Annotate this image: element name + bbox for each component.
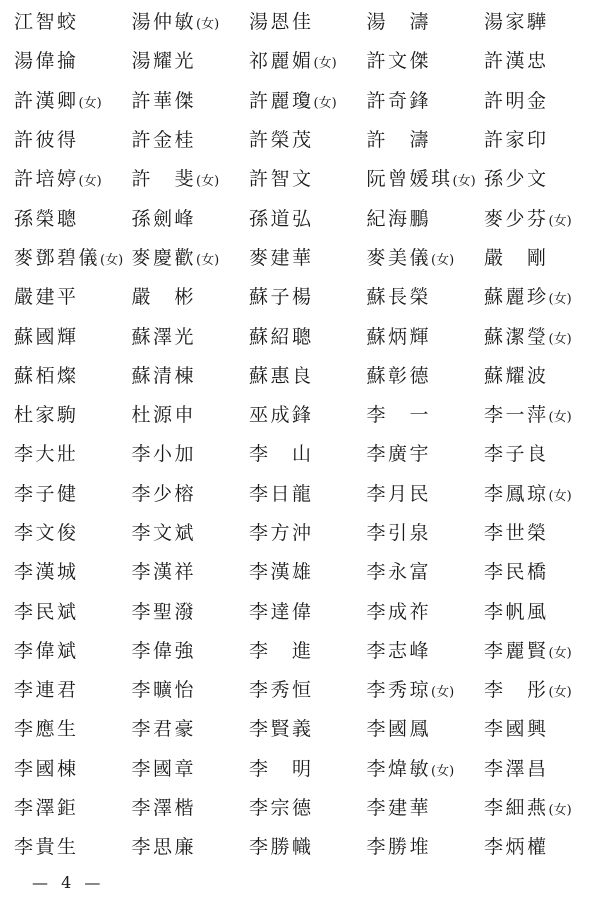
person-name: 李國章 [131, 757, 197, 780]
name-entry [366, 207, 485, 230]
person-name: 蘇紹聰 [249, 325, 314, 348]
name-entry [131, 325, 250, 348]
person-name: 許 濤 [366, 129, 432, 152]
name-entry [367, 170, 485, 189]
female-tag: (女) [548, 331, 572, 347]
name-entry [14, 170, 132, 189]
person-name: 李聖潑 [131, 600, 197, 623]
name-entry [484, 482, 602, 505]
name-entry [484, 52, 602, 71]
person-name: 李煒敏 [366, 757, 432, 780]
name-row [14, 632, 610, 671]
person-name: 李偉強 [131, 639, 197, 662]
name-entry [367, 52, 485, 71]
person-name: 李漢祥 [131, 561, 197, 584]
name-entry [484, 170, 602, 189]
name-entry [484, 246, 602, 269]
name-row [14, 278, 610, 317]
name-entry [132, 131, 250, 150]
name-list [14, 3, 610, 868]
name-entry [132, 563, 250, 582]
name-entry [131, 207, 250, 230]
name-row [14, 121, 610, 160]
female-tag: (女) [452, 174, 476, 190]
name-entry [132, 406, 250, 425]
person-name: 李思廉 [131, 836, 197, 859]
person-name: 李引泉 [366, 522, 432, 544]
name-entry [14, 600, 132, 623]
person-name: 李文俊 [14, 522, 79, 544]
person-name: 李永富 [366, 561, 432, 584]
female-tag: (女) [78, 174, 102, 190]
name-entry [249, 325, 367, 348]
name-entry [367, 681, 485, 700]
person-name: 李鳳琼 [484, 482, 549, 505]
person-name: 蘇栢燦 [14, 364, 79, 387]
person-name: 杜源申 [131, 404, 197, 427]
person-name: 李小加 [131, 443, 197, 466]
name-row [14, 553, 610, 592]
person-name: 李麗賢 [484, 639, 549, 662]
person-name: 許文傑 [366, 50, 432, 73]
name-entry [14, 681, 132, 700]
name-entry [484, 207, 602, 230]
name-entry [131, 482, 250, 505]
name-entry [249, 52, 367, 71]
person-name: 嚴 剛 [484, 246, 549, 269]
name-entry [367, 838, 485, 857]
name-entry [366, 639, 485, 662]
person-name: 李建華 [366, 797, 432, 820]
female-tag: (女) [548, 685, 572, 701]
person-name: 李 彤 [484, 679, 549, 702]
name-row [14, 671, 610, 710]
person-name: 孫道弘 [249, 207, 314, 230]
page-number: — 4 — [32, 873, 105, 892]
person-name: 許智文 [249, 168, 314, 191]
name-entry [249, 639, 367, 662]
person-name: 李民橋 [484, 561, 549, 584]
name-entry [14, 406, 132, 425]
name-entry [249, 89, 367, 112]
person-name: 李文斌 [131, 522, 197, 544]
name-row [14, 199, 610, 238]
name-entry [14, 720, 132, 739]
person-name: 李一萍 [484, 404, 549, 427]
name-entry [249, 563, 367, 582]
name-entry [366, 600, 485, 623]
person-name: 李賢義 [249, 718, 314, 741]
person-name: 李 進 [249, 639, 314, 662]
person-name: 許奇鋒 [366, 89, 432, 112]
person-name: 李勝幟 [249, 836, 314, 859]
name-entry [14, 207, 132, 230]
name-entry [14, 445, 132, 464]
name-entry [249, 288, 367, 307]
person-name: 蘇潔瑩 [484, 325, 549, 348]
person-name: 湯 濤 [366, 11, 432, 34]
name-entry [249, 364, 367, 387]
person-name: 蘇子楊 [249, 286, 314, 309]
name-row [14, 396, 610, 435]
name-row [14, 514, 610, 553]
name-entry [484, 131, 602, 150]
name-row [14, 475, 610, 514]
person-name: 蘇長榮 [366, 286, 432, 309]
person-name: 李應生 [14, 718, 79, 741]
female-tag: (女) [548, 292, 572, 308]
person-name: 許彼得 [14, 129, 79, 152]
name-row [14, 592, 610, 631]
name-entry [132, 720, 250, 739]
name-entry [14, 52, 132, 71]
name-entry [484, 838, 602, 857]
person-name: 孫榮聰 [14, 207, 79, 230]
name-entry [484, 406, 602, 425]
person-name: 李子健 [14, 482, 79, 505]
name-entry [132, 445, 250, 464]
name-entry [14, 639, 132, 662]
person-name: 湯偉掄 [14, 50, 79, 73]
name-entry [249, 406, 367, 425]
name-entry [249, 207, 367, 230]
person-name: 李 明 [249, 757, 314, 780]
person-name: 麥美儀 [366, 246, 432, 269]
name-entry [14, 482, 132, 505]
name-entry [484, 757, 602, 780]
female-tag: (女) [431, 763, 455, 779]
person-name: 蘇惠良 [249, 364, 314, 387]
person-name: 李達偉 [249, 600, 314, 623]
person-name: 麥少芬 [484, 207, 549, 230]
person-name: 嚴 彬 [131, 286, 197, 309]
person-name: 麥鄧碧儀 [14, 246, 101, 269]
person-name: 許金桂 [131, 129, 197, 152]
name-entry [249, 246, 367, 269]
name-entry [14, 288, 132, 307]
name-entry [14, 524, 132, 543]
person-name: 蘇清棟 [131, 364, 197, 387]
name-entry [14, 799, 132, 818]
person-name: 李廣宇 [366, 443, 432, 466]
person-name: 湯恩佳 [249, 11, 314, 34]
person-name: 李子良 [484, 443, 549, 466]
person-name: 孫劍峰 [131, 207, 197, 230]
person-name: 李 山 [249, 443, 314, 466]
person-name: 紀海鵬 [366, 207, 432, 230]
person-name: 李成祚 [366, 600, 432, 623]
name-entry [131, 600, 250, 623]
person-name: 許培婷 [14, 168, 79, 191]
name-row [14, 3, 610, 42]
female-tag: (女) [196, 252, 220, 268]
person-name: 蘇彰德 [366, 364, 432, 387]
person-name: 蘇麗珍 [484, 286, 549, 309]
person-name: 李曠怡 [131, 679, 197, 702]
name-entry [484, 364, 602, 387]
name-entry [366, 757, 485, 780]
person-name: 李貴生 [14, 836, 79, 859]
female-tag: (女) [313, 95, 337, 111]
name-entry [132, 838, 250, 857]
name-row [14, 160, 610, 199]
person-name: 李世榮 [484, 522, 549, 544]
name-entry [249, 720, 367, 739]
name-entry [484, 89, 602, 112]
person-name: 許華傑 [131, 89, 197, 112]
name-row [14, 42, 610, 81]
name-entry [367, 799, 485, 818]
person-name: 李月民 [366, 482, 432, 505]
person-name: 蘇耀波 [484, 364, 549, 387]
person-name: 李炳權 [484, 836, 549, 859]
name-entry [249, 482, 367, 505]
person-name: 蘇國輝 [14, 325, 79, 348]
name-entry [249, 681, 367, 700]
person-name: 孫少文 [484, 168, 549, 191]
person-name: 蘇炳輝 [366, 325, 432, 348]
person-name: 李國棟 [14, 757, 79, 780]
person-name: 李漢城 [14, 561, 79, 584]
person-name: 江智蛟 [14, 11, 79, 34]
person-name: 杜家駒 [14, 404, 79, 427]
person-name: 許麗瓊 [249, 89, 314, 112]
name-entry [366, 246, 485, 269]
name-entry [367, 720, 485, 739]
person-name: 李君豪 [131, 718, 197, 741]
name-entry [14, 89, 132, 112]
female-tag: (女) [548, 488, 572, 504]
name-entry [367, 406, 485, 425]
name-entry [131, 364, 250, 387]
name-entry [367, 131, 485, 150]
person-name: 李勝堆 [366, 836, 432, 859]
female-tag: (女) [548, 410, 572, 426]
person-name: 李宗德 [249, 797, 314, 820]
name-entry [484, 799, 602, 818]
name-entry [367, 524, 485, 543]
name-entry [484, 288, 602, 307]
name-row [14, 435, 610, 474]
person-name: 李偉斌 [14, 639, 79, 662]
name-entry [249, 170, 367, 189]
name-entry [132, 13, 250, 32]
name-entry [484, 13, 602, 32]
name-entry [14, 563, 132, 582]
female-tag: (女) [196, 17, 220, 33]
name-entry [131, 757, 250, 780]
person-name: 湯仲敏 [131, 11, 197, 34]
name-entry [249, 838, 367, 857]
name-row [14, 789, 610, 828]
name-entry [132, 288, 250, 307]
name-row [14, 750, 610, 789]
name-entry [366, 482, 485, 505]
person-name: 李大壯 [14, 443, 79, 466]
name-entry [366, 364, 485, 387]
name-entry [14, 757, 132, 780]
name-entry [14, 838, 132, 857]
name-entry [132, 799, 250, 818]
name-entry [14, 13, 132, 32]
female-tag: (女) [548, 645, 572, 661]
person-name: 許漢忠 [484, 50, 549, 73]
person-name: 許 斐 [131, 168, 197, 191]
name-entry [131, 246, 250, 269]
name-entry [249, 757, 367, 780]
female-tag: (女) [431, 685, 455, 701]
person-name: 李民斌 [14, 600, 79, 623]
person-name: 李日龍 [249, 482, 314, 505]
name-entry [132, 52, 250, 71]
person-name: 李志峰 [366, 639, 432, 662]
person-name: 李方沖 [249, 522, 314, 544]
name-entry [367, 445, 485, 464]
person-name: 許家印 [484, 129, 549, 152]
person-name: 李細燕 [484, 797, 549, 820]
female-tag: (女) [100, 252, 124, 268]
name-row [14, 82, 610, 121]
person-name: 李秀恒 [249, 679, 314, 702]
name-row [14, 239, 610, 278]
name-entry [131, 89, 250, 112]
name-entry [249, 445, 367, 464]
name-row [14, 710, 610, 749]
person-name: 李國鳳 [366, 718, 432, 741]
name-entry [367, 13, 485, 32]
female-tag: (女) [78, 95, 102, 111]
name-entry [366, 89, 485, 112]
name-entry [14, 131, 132, 150]
person-name: 許明金 [484, 89, 549, 112]
person-name: 李漢雄 [249, 561, 314, 584]
name-entry [367, 563, 485, 582]
name-entry [249, 524, 367, 543]
name-entry [484, 681, 602, 700]
name-entry [131, 639, 250, 662]
person-name: 祁麗媚 [249, 50, 314, 73]
person-name: 巫成鋒 [249, 404, 314, 427]
person-name: 阮曾媛琪 [366, 168, 453, 191]
name-entry [484, 639, 602, 662]
female-tag: (女) [313, 56, 337, 72]
name-entry [14, 325, 132, 348]
name-entry [249, 799, 367, 818]
female-tag: (女) [431, 252, 455, 268]
name-entry [249, 131, 367, 150]
person-name: 湯耀光 [131, 50, 197, 73]
person-name: 李連君 [14, 679, 79, 702]
person-name: 許榮茂 [249, 129, 314, 152]
name-entry [484, 325, 602, 348]
person-name: 李秀琼 [366, 679, 432, 702]
name-entry [14, 364, 132, 387]
person-name: 李 一 [366, 404, 432, 427]
name-entry [484, 600, 602, 623]
female-tag: (女) [548, 803, 572, 819]
name-entry [366, 325, 485, 348]
name-entry [249, 600, 367, 623]
person-name: 李澤昌 [484, 757, 549, 780]
name-row [14, 317, 610, 356]
person-name: 湯家驊 [484, 11, 549, 34]
name-row [14, 357, 610, 396]
name-entry [132, 681, 250, 700]
person-name: 許漢卿 [14, 89, 79, 112]
person-name: 李澤鉅 [14, 797, 79, 820]
name-entry [484, 445, 602, 464]
name-entry [14, 246, 132, 269]
female-tag: (女) [196, 174, 220, 190]
name-entry [132, 524, 250, 543]
name-entry [249, 13, 367, 32]
name-entry [367, 288, 485, 307]
name-row [14, 828, 610, 867]
person-name: 麥慶歡 [131, 246, 197, 269]
person-name: 李少榕 [131, 482, 197, 505]
name-entry [484, 524, 602, 543]
person-name: 李澤楷 [131, 797, 197, 820]
person-name: 李國興 [484, 718, 549, 741]
person-name: 麥建華 [249, 246, 314, 269]
name-entry [132, 170, 250, 189]
name-entry [484, 563, 602, 582]
name-entry [484, 720, 602, 739]
person-name: 蘇澤光 [131, 325, 197, 348]
female-tag: (女) [548, 213, 572, 229]
person-name: 李帆風 [484, 600, 549, 623]
person-name: 嚴建平 [14, 286, 79, 309]
